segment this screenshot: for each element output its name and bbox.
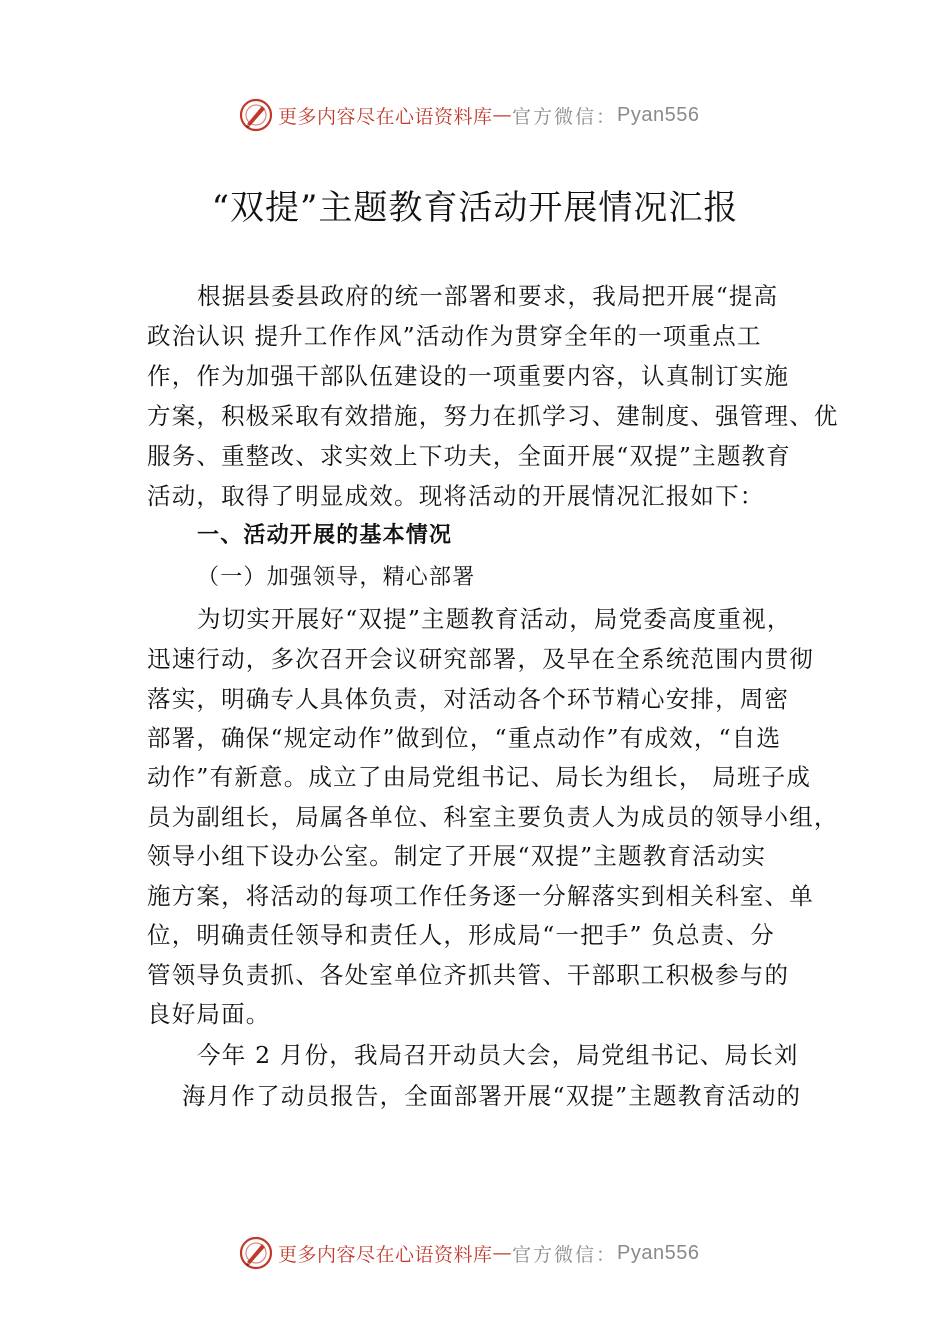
paragraph-line: 管领导负责抓、各处室单位齐抓共管、干部职工积极参与的 [147,961,790,989]
paragraph-line: 动作”有新意。成立了由局党组书记、局长为组长， 局班子成 [147,763,812,791]
paragraph-line: 部署，确保“规定动作”做到位，“重点动作”有成效，“自选 [147,724,782,752]
brush-logo-icon [238,97,274,133]
paragraph-line: 服务、重整改、求实效上下功夫，全面开展“双提”主题教育 [147,442,791,470]
paragraph-line: 员为副组长，局属各单位、科室主要负责人为成员的领导小组， [147,803,839,831]
paragraph-line: 海月作了动员报告，全面部署开展“双提”主题教育活动的 [182,1082,802,1110]
banner-slogan: 更多内容尽在心语资料库 [278,1243,493,1266]
section-heading: 一、活动开展的基本情况 [197,523,453,548]
paragraph-line: 今年 2 月份，我局召开动员大会，局党组书记、局长刘 [197,1041,799,1069]
paragraph-line: 位，明确责任领导和责任人，形成局“一把手” 负总责、分 [147,921,775,949]
paragraph-line: 作，作为加强干部队伍建设的一项重要内容，认真制订实施 [147,362,790,390]
paragraph-line: 根据县委县政府的统一部署和要求，我局把开展“提高 [197,282,779,310]
paragraph-line: 施方案，将活动的每项工作任务逐一分解落实到相关科室、单 [147,882,814,910]
banner-wechat-label: 官方微信： [512,105,618,128]
paragraph-line: 为切实开展好“双提”主题教育活动，局党委高度重视， [197,605,792,633]
banner-separator: — [492,104,513,126]
paragraph-line: 政治认识 提升工作作风”活动作为贯穿全年的一项重点工 [147,322,762,350]
paragraph-line: 良好局面。 [147,1000,271,1028]
footer-watermark-banner [0,1233,950,1273]
header-watermark-banner [0,95,950,135]
paragraph-line: 活动，取得了明显成效。现将活动的开展情况汇报如下： [147,482,765,510]
subsection-heading: （一）加强领导，精心部署 [197,565,476,590]
document-title: “双提”主题教育活动开展情况汇报 [211,188,739,228]
paragraph-line: 落实，明确专人具体负责，对活动各个环节精心安排，周密 [147,685,790,713]
banner-wechat-label: 官方微信： [512,1243,618,1266]
brush-logo-icon [238,1235,274,1271]
banner-slogan: 更多内容尽在心语资料库 [278,105,493,128]
banner-wechat-id: Pyan556 [617,1241,700,1264]
paragraph-line: 迅速行动，多次召开会议研究部署，及早在全系统范围内贯彻 [147,645,814,673]
banner-wechat-id: Pyan556 [617,103,700,126]
banner-separator: — [492,1242,513,1264]
paragraph-line: 领导小组下设办公室。制定了开展“双提”主题教育活动实 [147,842,767,870]
paragraph-line: 方案，积极采取有效措施，努力在抓学习、建制度、强管理、优 [147,402,839,430]
